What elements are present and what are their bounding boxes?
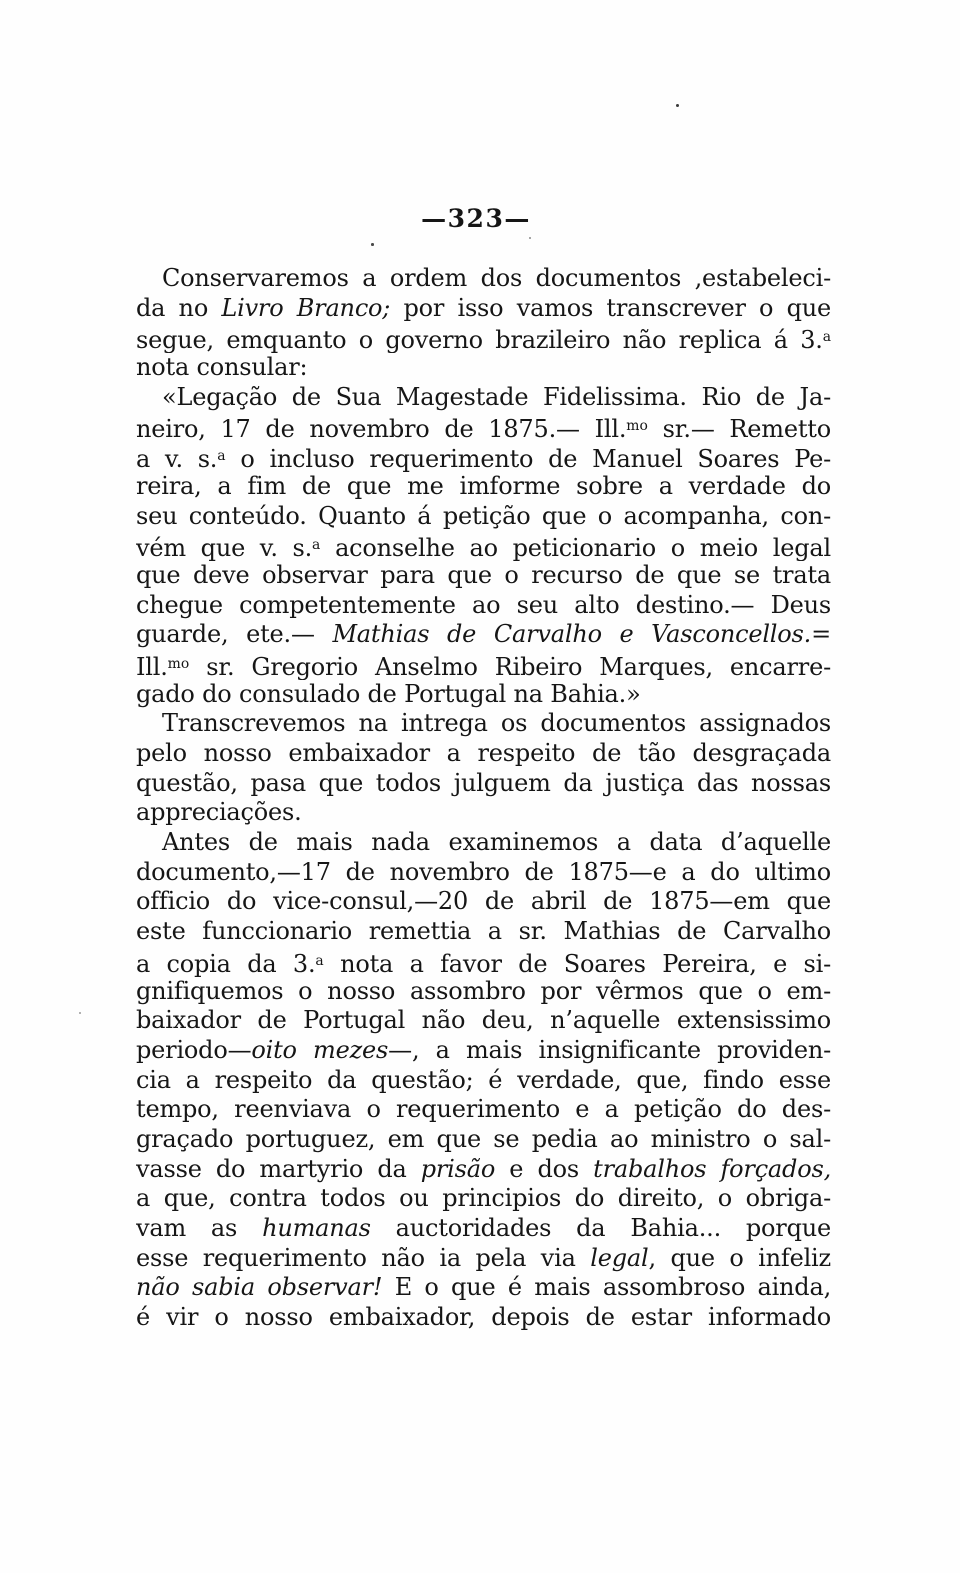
- italic-text: não sabia observar!: [136, 1273, 383, 1302]
- body-text: o incluso requerimento de Manuel Soares Pe-: [225, 445, 831, 472]
- body-text: periodo—: [136, 1035, 252, 1064]
- ink-speck: [529, 237, 531, 239]
- body-text: este funccionario remettia a sr. Mathias de Carvalho: [136, 917, 831, 946]
- text-line: [136, 383, 831, 413]
- body-text: e dos: [495, 1154, 594, 1183]
- text-line: [136, 561, 831, 591]
- body-text: que deve observar para que o recurso de que se trata: [136, 560, 831, 589]
- body-text: vam as: [136, 1214, 263, 1242]
- body-text: da no: [136, 293, 222, 322]
- body-text: Antes de mais nada examinemos a data d’aquelle: [162, 828, 831, 857]
- text-line: [136, 887, 831, 917]
- superscript-text: a: [217, 448, 226, 465]
- body-text: cia a respeito da questão; é verdade, que, findo esse: [136, 1065, 831, 1094]
- body-text: a copia da 3.: [136, 950, 316, 977]
- text-line: [136, 1155, 831, 1185]
- body-text: nota consular:: [136, 353, 308, 382]
- body-text: guarde, ete.—: [136, 620, 333, 649]
- ink-speck: [676, 104, 679, 107]
- italic-text: humanas: [262, 1214, 371, 1242]
- italic-text: Mathias de Carvalho e Vasconcellos.: [332, 620, 812, 649]
- body-text: Conservaremos a ordem dos documentos ,estabeleci-: [162, 264, 831, 292]
- text-line: [136, 1303, 831, 1333]
- text-line: [136, 442, 831, 472]
- text-line: [136, 798, 831, 828]
- text-line: [136, 294, 831, 324]
- text-line: [136, 1244, 831, 1274]
- body-text: é vir o nosso embaixador, depois de estar informado: [136, 1303, 831, 1332]
- text-line: [136, 769, 831, 799]
- text-line: [136, 412, 831, 442]
- body-text: graçado portuguez, em que se pedia ao ministro o sal-: [136, 1124, 831, 1153]
- body-text: =: [811, 620, 831, 649]
- body-text: , que o infeliz: [648, 1243, 831, 1272]
- body-text: «Legação de Sua Magestade Fidelissima. Rio de Ja-: [162, 382, 831, 411]
- body-text: aconselhe ao peticionario o meio legal: [320, 534, 831, 561]
- text-line: [136, 858, 831, 888]
- body-text: officio do vice-consul,—20 de abril de 1875—em que: [136, 887, 831, 916]
- body-text: gnifiquemos o nosso assombro por vêrmos que o em-: [136, 976, 831, 1005]
- body-text: vém que v. s.: [136, 534, 313, 561]
- body-text: tempo, reenviava o requerimento e a petição do des-: [136, 1095, 831, 1124]
- body-text: reira, a fim de que me imforme sobre a verdade do: [136, 471, 831, 500]
- text-line: [136, 472, 831, 502]
- text-line: [136, 739, 831, 769]
- body-text: seu conteúdo. Quanto á petição que o acompanha, con-: [136, 501, 831, 530]
- text-line: [136, 1125, 831, 1155]
- text-line: [136, 1095, 831, 1125]
- body-text: appreciações.: [136, 798, 302, 827]
- ink-speck: [371, 243, 374, 246]
- page-number: —323—: [421, 204, 531, 233]
- text-line: [136, 650, 831, 680]
- body-text: pelo nosso embaixador a respeito de tão desgraçada: [136, 739, 831, 767]
- italic-text: trabalhos forçados,: [593, 1154, 831, 1183]
- italic-text: prisão: [420, 1154, 496, 1183]
- body-text: Ill.: [136, 653, 168, 680]
- superscript-text: mo: [626, 418, 648, 435]
- body-text: a v. s.: [136, 445, 218, 472]
- text-line: [136, 264, 831, 294]
- body-text: nota a favor de Soares Pereira, e si-: [323, 950, 831, 977]
- text-block: [136, 264, 831, 1333]
- superscript-text: a: [312, 537, 321, 554]
- italic-text: Livro Branco;: [221, 293, 391, 322]
- superscript-text: a: [315, 952, 324, 969]
- body-text: Transcrevemos na intrega os documentos assignados: [162, 709, 831, 738]
- body-text: segue, emquanto o governo brazileiro não replica á 3.: [136, 326, 823, 354]
- text-line: [136, 1006, 831, 1036]
- text-line: [136, 353, 831, 383]
- text-line: [136, 709, 831, 739]
- body-text: a que, contra todos ou principios do direito, o obriga-: [136, 1184, 831, 1213]
- text-line: [136, 977, 831, 1007]
- text-line: [136, 680, 831, 710]
- italic-text: oito mezes: [251, 1035, 389, 1064]
- text-line: [136, 591, 831, 621]
- text-line: [136, 947, 831, 977]
- body-text: documento,—17 de novembro de 1875—e a do ultimo: [136, 857, 831, 886]
- text-line: [136, 323, 831, 353]
- body-text: por isso vamos transcrever o que: [390, 293, 831, 322]
- body-text: questão, pasa que todos julguem da justiça das nossas: [136, 768, 831, 797]
- body-text: baixador de Portugal não deu, n’aquelle extensissimo: [136, 1006, 831, 1035]
- body-text: esse requerimento não ia pela via: [136, 1243, 591, 1272]
- text-line: [136, 828, 831, 858]
- text-line: [136, 531, 831, 561]
- text-line: [136, 1184, 831, 1214]
- body-text: sr.— Remetto: [647, 415, 831, 443]
- ink-speck: [79, 1012, 81, 1014]
- body-text: sr. Gregorio Anselmo Ribeiro Marques, encarre-: [189, 653, 831, 680]
- body-text: E o que é mais assombroso ainda,: [382, 1273, 831, 1302]
- body-text: auctoridades da Bahia... porque: [370, 1214, 831, 1242]
- text-line: [136, 502, 831, 532]
- text-line: [136, 1036, 831, 1066]
- superscript-text: a: [822, 329, 831, 346]
- body-text: gado do consulado de Portugal na Bahia.»: [136, 679, 641, 708]
- text-line: [136, 1214, 831, 1244]
- text-line: [136, 917, 831, 947]
- body-text: —, a mais insignificante providen-: [388, 1035, 831, 1064]
- body-text: vasse do martyrio da: [136, 1154, 421, 1183]
- text-line: [136, 1066, 831, 1096]
- text-line: [136, 620, 831, 650]
- body-text: neiro, 17 de novembro de 1875.— Ill.: [136, 415, 627, 443]
- body-text: chegue competentemente ao seu alto destino.— Deus: [136, 590, 831, 619]
- superscript-text: mo: [167, 655, 190, 672]
- text-line: [136, 1273, 831, 1303]
- italic-text: legal: [590, 1243, 649, 1272]
